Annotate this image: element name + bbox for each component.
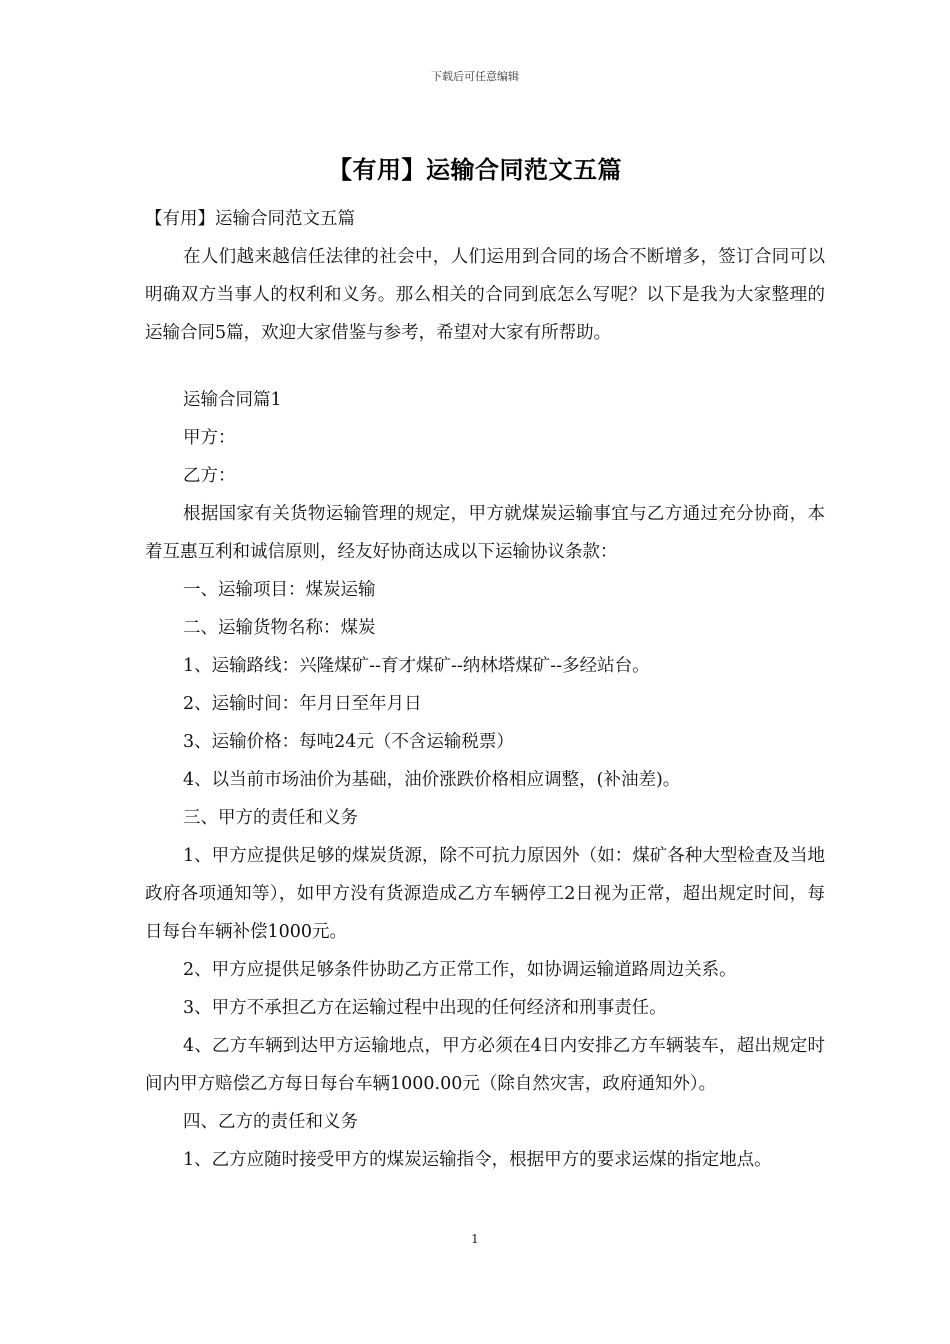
clause-time: 2、运输时间：年月日至年月日 (183, 694, 422, 714)
subtitle-paragraph: 【有用】运输合同范文五篇 (145, 209, 355, 229)
document-title: 【有用】运输合同范文五篇 (328, 156, 622, 184)
party-a-duty-2: 2、甲方应提供足够条件协助乙方正常工作，如协调运输道路周边关系。 (183, 960, 737, 980)
section-heading-party-a-duties: 三、甲方的责任和义务 (183, 808, 358, 828)
party-b-line: 乙方： (183, 466, 236, 486)
clause-route: 1、运输路线：兴隆煤矿--育才煤矿--纳林塔煤矿--多经站台。 (183, 656, 650, 676)
clause-price: 3、运输价格：每吨24元（不含运输税票） (183, 732, 514, 752)
party-a-duty-1: 1、甲方应提供足够的煤炭货源，除不可抗力原因外（如：煤矿各种大型检查及当地政府各项通知等），如甲方没有货源造成乙方车辆停工2日视为正常，超出规定时间，每日每台车辆补偿1000元。 (145, 846, 825, 942)
section-heading-contract-1: 运输合同篇1 (183, 390, 282, 410)
clause-oil-price: 4、以当前市场油价为基础，油价涨跌价格相应调整，(补油差)。 (183, 770, 681, 790)
party-a-duty-3: 3、甲方不承担乙方在运输过程中出现的任何经济和刑事责任。 (183, 998, 667, 1018)
clause-transport-item: 一、运输项目：煤炭运输 (183, 580, 376, 600)
preamble-paragraph: 根据国家有关货物运输管理的规定，甲方就煤炭运输事宜与乙方通过充分协商，本着互惠互利和诚信原则，经友好协商达成以下运输协议条款： (145, 504, 825, 562)
paragraph-gap (145, 352, 825, 381)
section-heading-party-b-duties: 四、乙方的责任和义务 (183, 1112, 358, 1132)
page-number: 1 (471, 1232, 479, 1246)
clause-goods-name: 二、运输货物名称：煤炭 (183, 618, 376, 638)
party-a-duty-4: 4、乙方车辆到达甲方运输地点，甲方必须在4日内安排乙方车辆装车，超出规定时间内甲方赔偿乙方每日每台车辆1000.00元（除自然灾害，政府通知外）。 (145, 1036, 825, 1094)
header-note: 下载后可任意编辑 (431, 70, 519, 83)
intro-paragraph: 在人们越来越信任法律的社会中，人们运用到合同的场合不断增多，签订合同可以明确双方当事人的权利和义务。那么相关的合同到底怎么写呢？以下是我为大家整理的运输合同5篇，欢迎大家借鉴与参考，希望对大家有所帮助。 (145, 247, 825, 343)
party-b-duty-1: 1、乙方应随时接受甲方的煤炭运输指令，根据甲方的要求运煤的指定地点。 (183, 1150, 772, 1170)
document-body (145, 200, 825, 1179)
party-a-line: 甲方： (183, 428, 236, 448)
